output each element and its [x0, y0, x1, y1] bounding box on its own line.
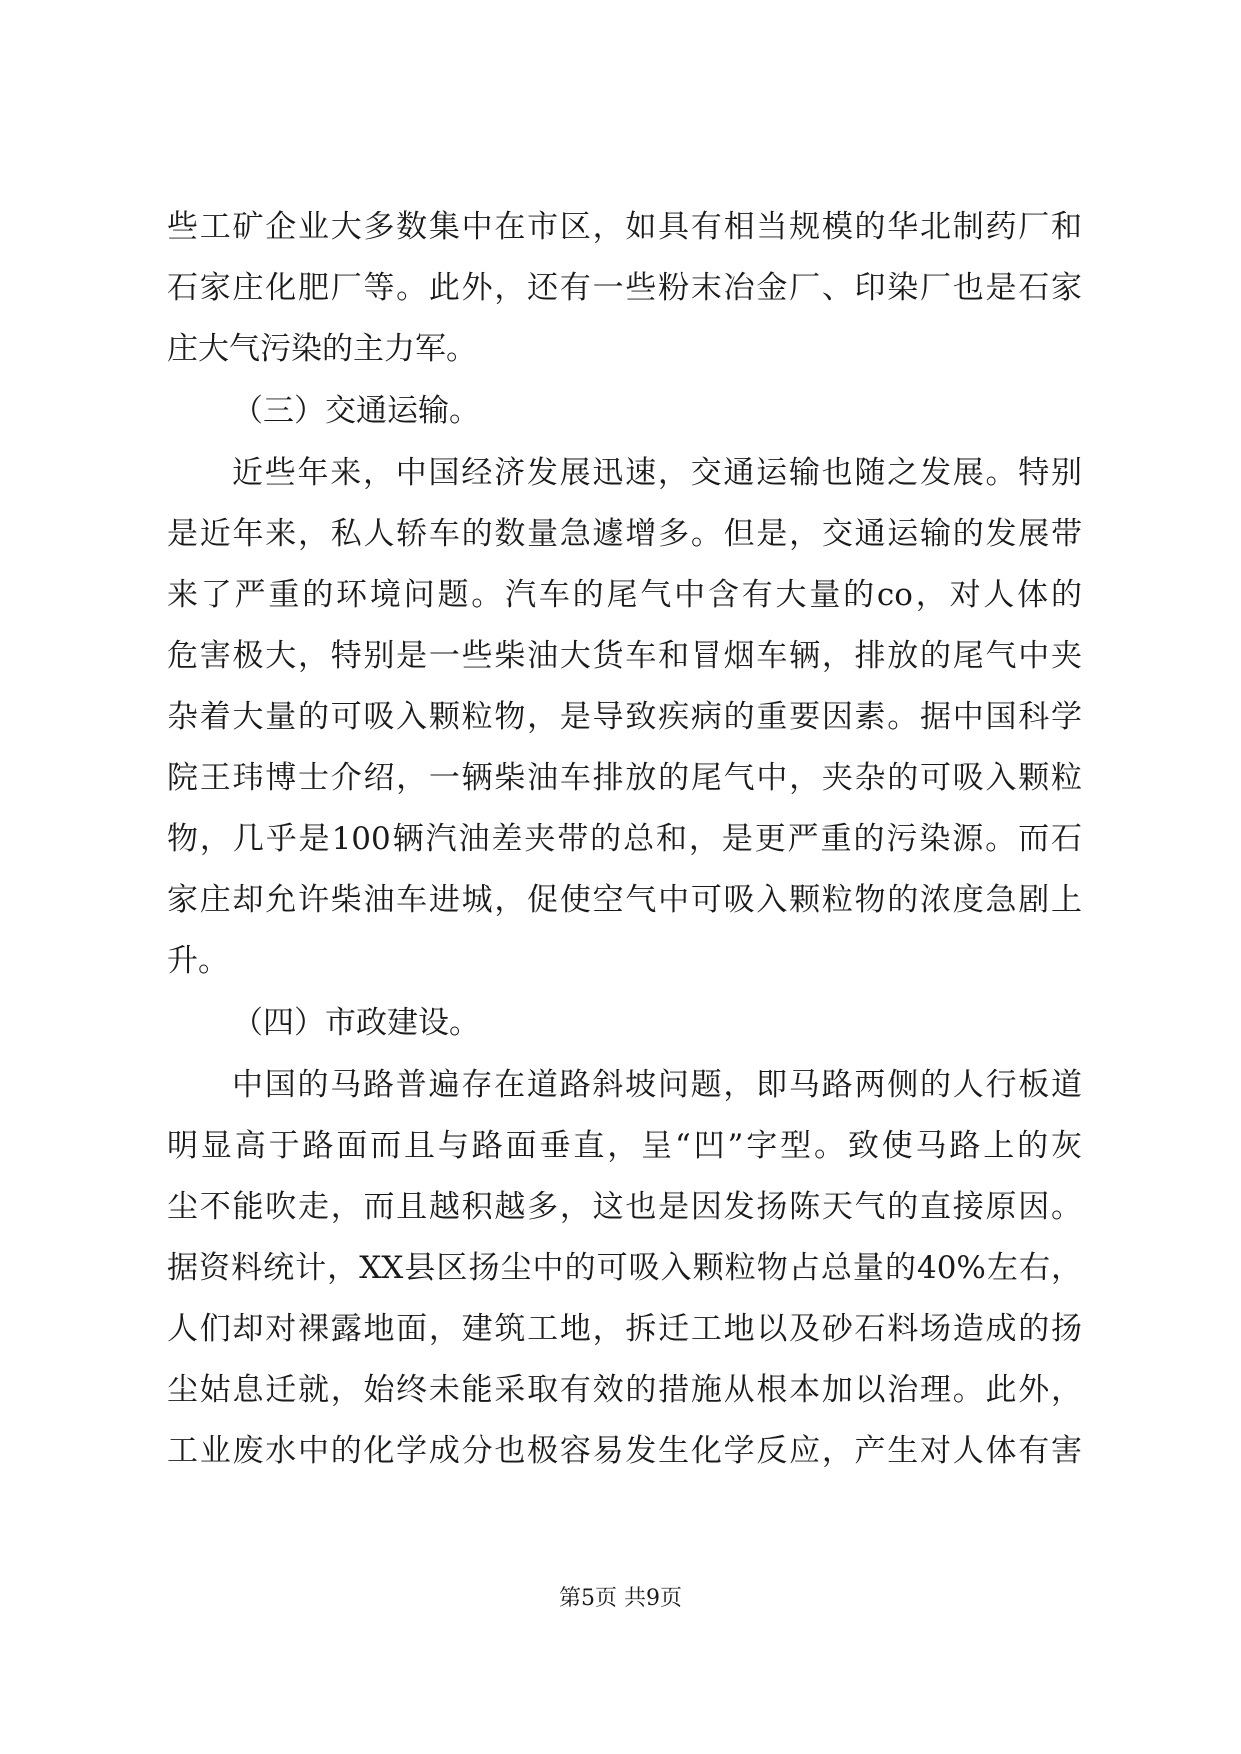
para3-line-6: 尘姑息迁就，始终未能采取有效的措施从根本加以治理。此外， — [167, 1372, 1082, 1408]
para1-line-3: 庄大气污染的主力军。 — [167, 331, 477, 367]
para2-line-9: 升。 — [167, 943, 229, 979]
para3-line-1: 中国的马路普遍存在道路斜坡问题，即马路两侧的人行板道 — [232, 1067, 1082, 1103]
para2-line-1: 近些年来，中国经济发展迅速，交通运输也随之发展。特别 — [232, 455, 1082, 491]
para2-line-6: 院王玮博士介绍，一辆柴油车排放的尾气中，夹杂的可吸入颗粒 — [167, 760, 1082, 796]
para3-line-4: 据资料统计，XX县区扬尘中的可吸入颗粒物占总量的40%左右， — [167, 1250, 1082, 1286]
para3-line-3: 尘不能吹走，而且越积越多，这也是因发扬陈天气的直接原因。 — [167, 1189, 1082, 1225]
para2-line-3: 来了严重的环境问题。汽车的尾气中含有大量的co，对人体的 — [167, 577, 1082, 613]
para1-line-2: 石家庄化肥厂等。此外，还有一些粉末冶金厂、印染厂也是石家 — [167, 270, 1082, 306]
para1-line-1: 些工矿企业大多数集中在市区，如具有相当规模的华北制药厂和 — [167, 209, 1082, 245]
para3-line-7: 工业废水中的化学成分也极容易发生化学反应，产生对人体有害 — [167, 1433, 1082, 1469]
para3-line-5: 人们却对裸露地面，建筑工地，拆迁工地以及砂石料场造成的扬 — [167, 1311, 1082, 1347]
para2-line-8: 家庄却允许柴油车进城，促使空气中可吸入颗粒物的浓度急剧上 — [167, 882, 1082, 918]
para2-line-4: 危害极大，特别是一些柴油大货车和冒烟车辆，排放的尾气中夹 — [167, 638, 1082, 674]
section-heading-transport: （三）交通运输。 — [232, 393, 480, 429]
section-heading-municipal: （四）市政建设。 — [232, 1005, 480, 1041]
para2-line-5: 杂着大量的可吸入颗粒物，是导致疾病的重要因素。据中国科学 — [167, 699, 1082, 735]
para3-line-2: 明显高于路面而且与路面垂直，呈“凹”字型。致使马路上的灰 — [167, 1128, 1082, 1164]
para2-line-7: 物，几乎是100辆汽油差夹带的总和，是更严重的污染源。而石 — [167, 821, 1082, 857]
page-number-footer: 第5页 共9页 — [559, 1586, 682, 1611]
para2-line-2: 是近年来，私人轿车的数量急遽增多。但是，交通运输的发展带 — [167, 516, 1082, 552]
